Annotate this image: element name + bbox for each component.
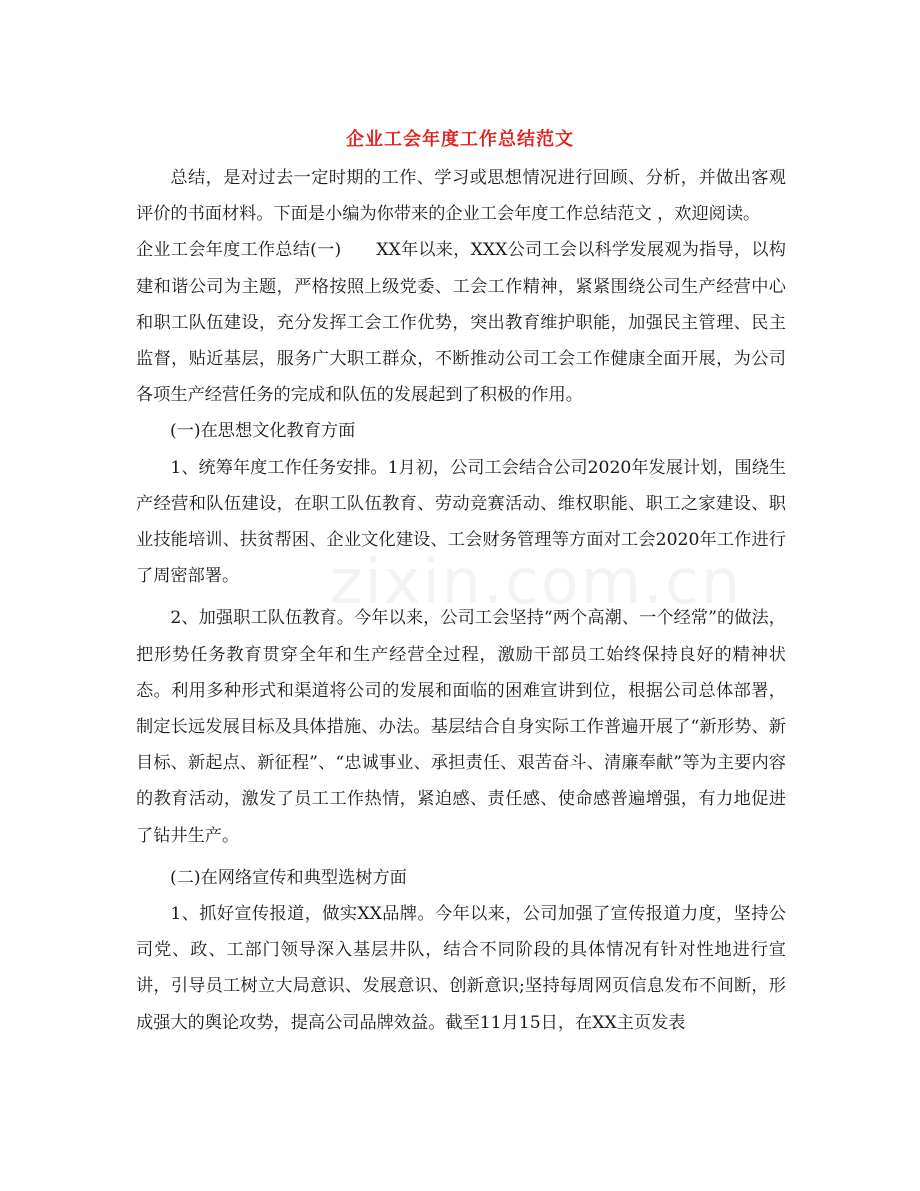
section-heading-2: (二)在网络宣传和典型选树方面: [170, 867, 407, 888]
section-heading-1: (一)在思想文化教育方面: [170, 421, 356, 442]
document-title: 企业工会年度工作总结范文: [346, 129, 574, 150]
section1-item-2: 2、加强职工队伍教育。今年以来，公司工会坚持“两个高潮、一个经常”的做法，把形势任务教育贯穿全年和生产经营全过程，激励干部员工始终保持良好的精神状态。利用多种形式和渠道将公司的发展和面临的困难宣讲到位，根据公司总体部署，制定长远发展目标及具体措施、办法。基层结合自身实际工作普遍开展了“新形势、新目标、新起点、新征程”、“忠诚事业、承担责任、艰苦奋斗、清廉奉献”等为主要内容的教育活动，激发了员工工作热情，紧迫感、责任感、使命感普遍增强，有力地促进了钻井生产。: [136, 608, 786, 846]
intro-paragraph: 总结，是对过去一定时期的工作、学习或思想情况进行回顾、分析，并做出客观评价的书面材料。下面是小编为你带来的企业工会年度工作总结范文 ，欢迎阅读。: [136, 168, 786, 225]
document-body: [136, 160, 786, 1041]
section2-item-1: 1、抓好宣传报道，做实XX品牌。今年以来，公司加强了宣传报道力度，坚持公司党、政、工部门领导深入基层井队，结合不同阶段的具体情况有针对性地进行宣讲，引导员工树立大局意识、发展意识、创新意识;坚持每周网页信息发布不间断，形成强大的舆论攻势，提高公司品牌效益。截至11月15日，在XX主页发表: [136, 904, 786, 1033]
section1-item-1: 1、统筹年度工作任务安排。1月初，公司工会结合公司2020年发展计划，围绕生产经营和队伍建设，在职工队伍教育、劳动竞赛活动、维权职能、职工之家建设、职业技能培训、扶贫帮困、企业文化建设、工会财务管理等方面对工会2020年工作进行了周密部署。: [136, 457, 787, 587]
overview-paragraph: 企业工会年度工作总结(一) XX年以来，XXX公司工会以科学发展观为指导，以构建和谐公司为主题，严格按照上级党委、工会工作精神，紧紧围绕公司生产经营中心和职工队伍建设，充分发挥工会工作优势，突出教育维护职能，加强民主管理、民主监督，贴近基层，服务广大职工群众，不断推动公司工会工作健康全面开展，为公司各项生产经营任务的完成和队伍的发展起到了积极的作用。: [136, 240, 786, 406]
